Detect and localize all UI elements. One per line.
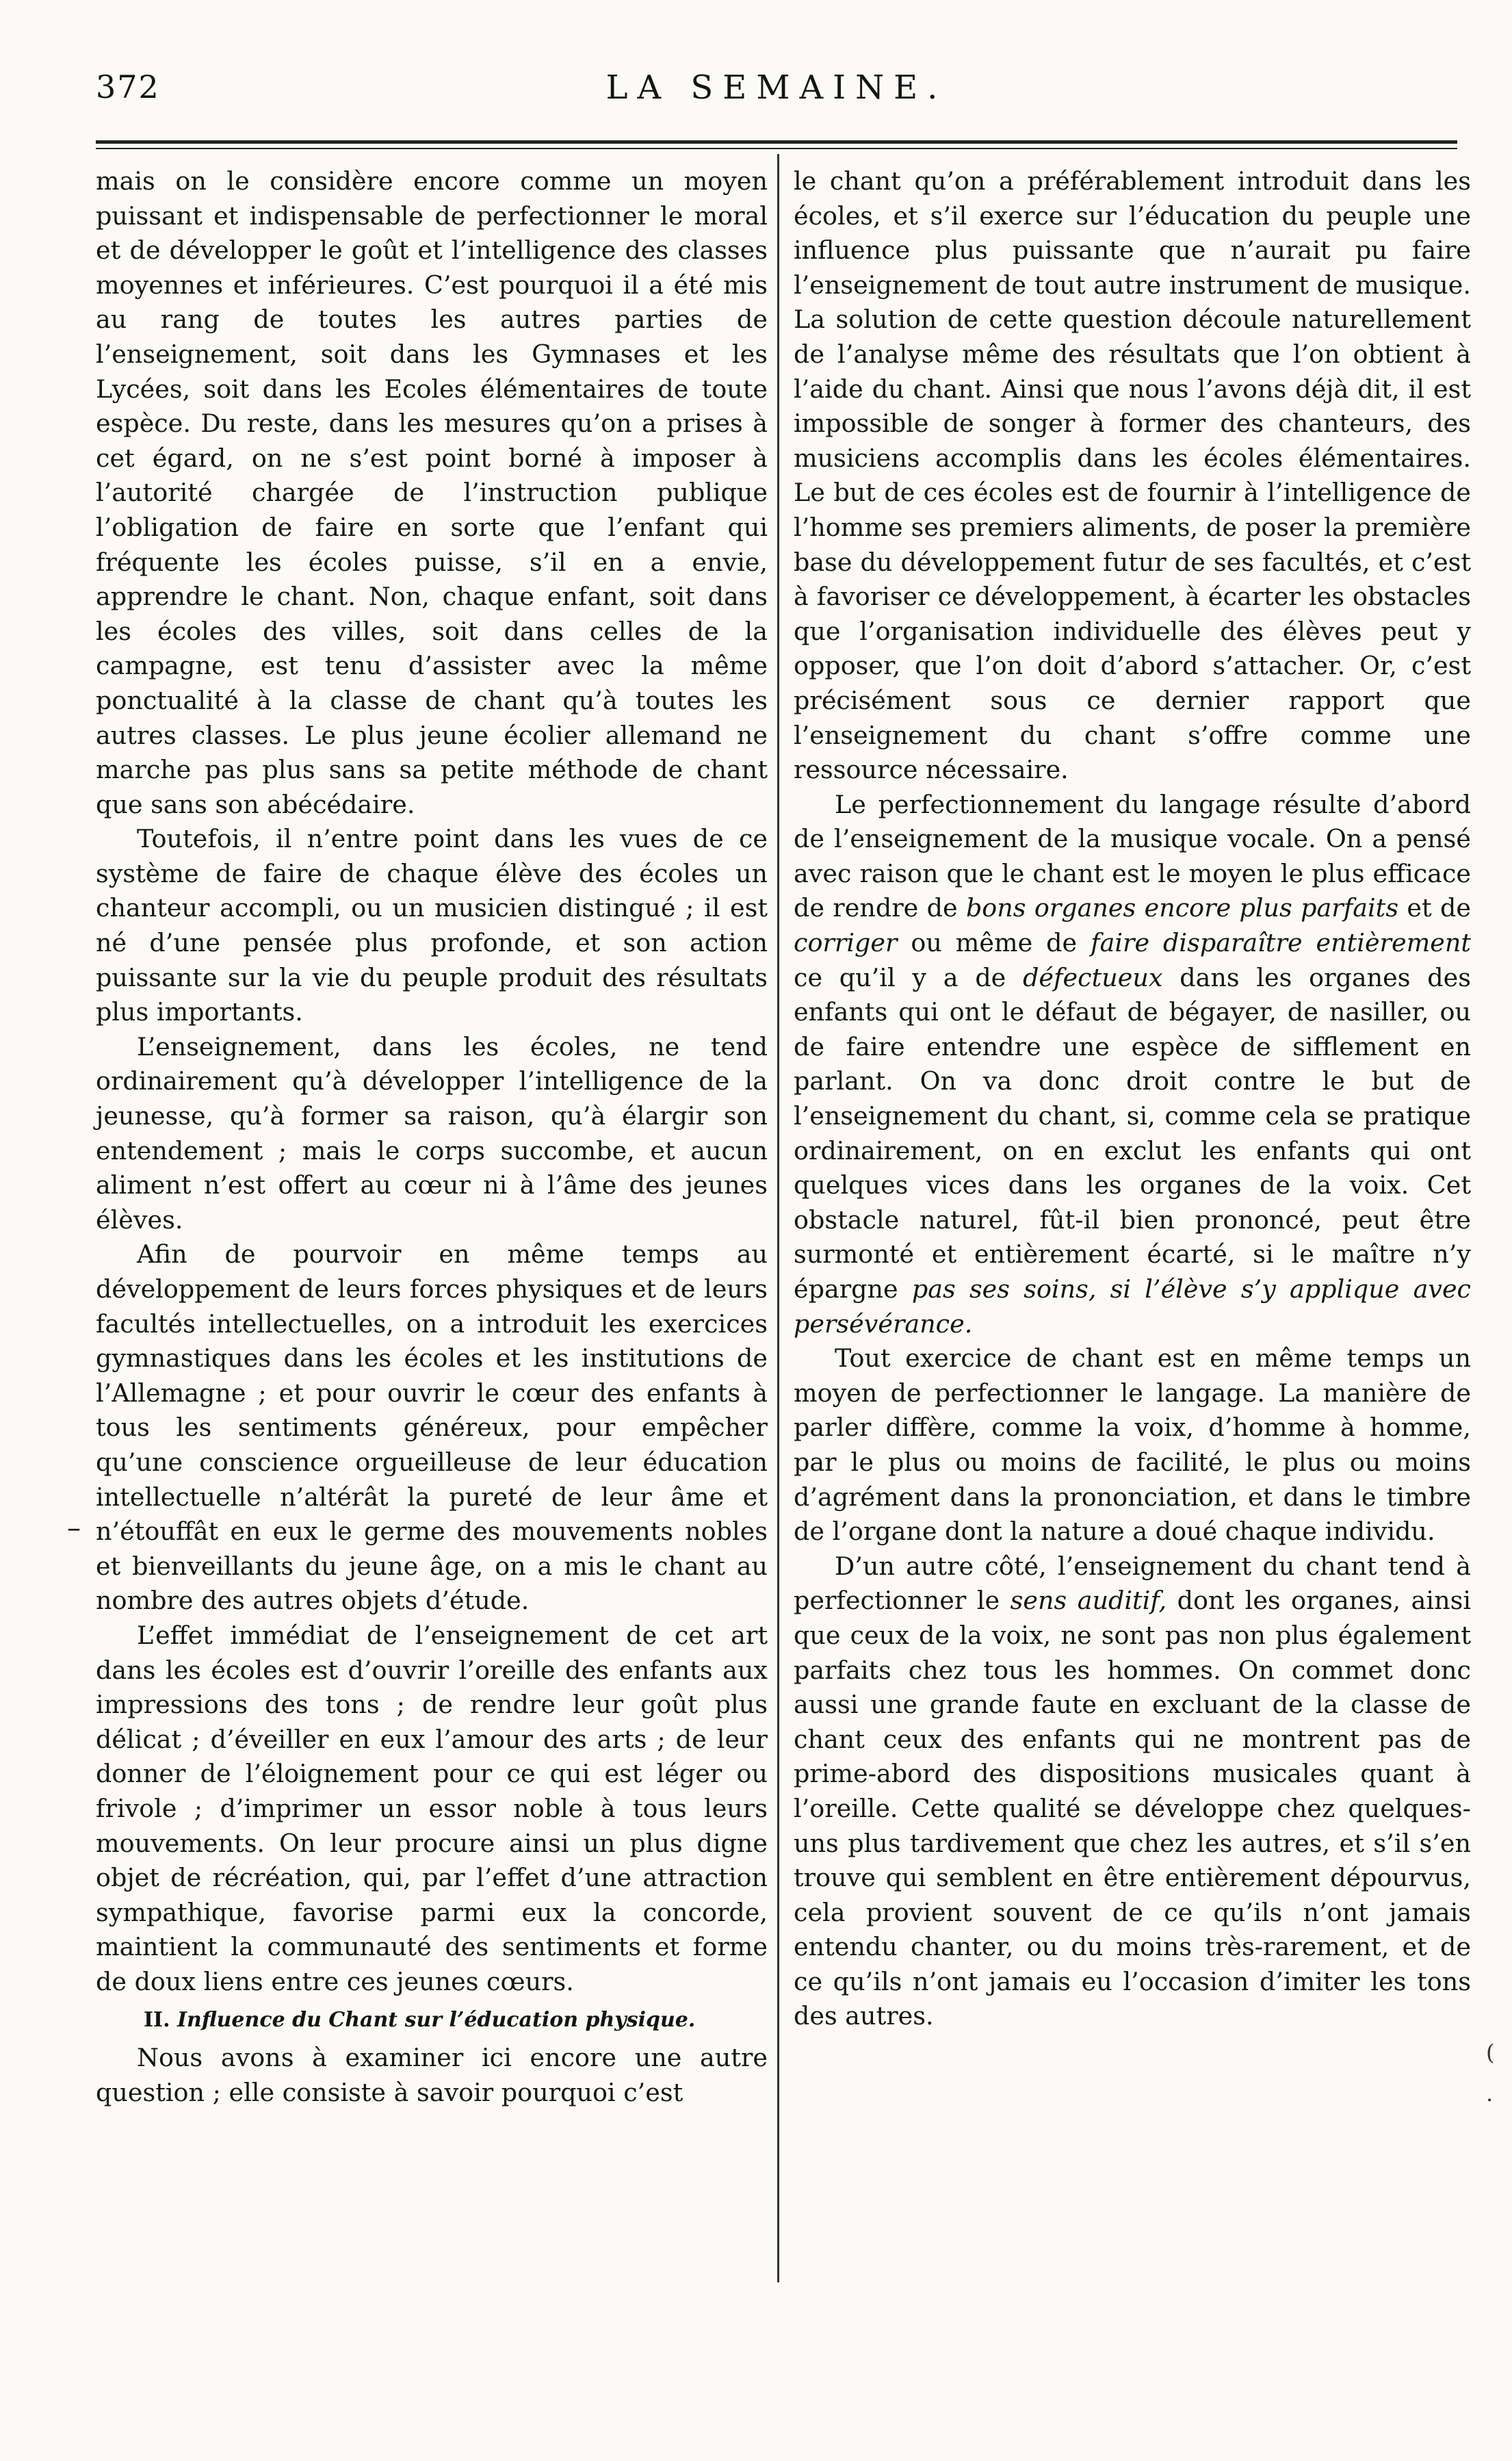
section-title: Influence du Chant sur l’éducation physique. <box>177 2008 696 2033</box>
page-number: 372 <box>96 68 160 105</box>
paragraph: Afin de pourvoir en même temps au développement de leurs forces physiques et de leurs facultés intellectuelles, on a introduit les exercices gymnastiques dans les écoles et les institutions de l’Allemagne ; et pour ouvrir le cœur des enfants à tous les sentiments généreux, pour empêcher qu’une conscience orgueilleuse de leur éducation intellectuelle n’altérât la pureté de leur âme et n’étouffât en eux le germe des mouvements nobles et bienveillants du jeune âge, on a mis le chant au nombre des autres objets d’étude. <box>96 1239 768 1616</box>
italic-run: faire disparaître entièrement <box>1091 928 1471 958</box>
text-run: ce qu’il y a de <box>794 962 1024 992</box>
italic-run: bons organes encore plus parfaits <box>965 893 1399 923</box>
running-title: LA SEMAINE. <box>605 68 948 107</box>
italic-run: corriger <box>794 928 898 958</box>
left-column <box>96 164 768 2110</box>
paragraph: L’effet immédiat de l’enseignement de cet art dans les écoles est d’ouvrir l’oreille des enfants aux impressions des tons ; de rendre leur goût plus délicat ; d’éveiller en eux l’amour des arts ; de leur donner de l’éloignement pour ce qui est léger ou frivole ; d’imprimer un essor noble à tous leurs mouvements. On leur procure ainsi un plus digne objet de récréation, qui, par l’effet d’une attraction sympathique, favorise parmi eux la concorde, maintient la communauté des sentiments et forme de doux liens entre ces jeunes cœurs. <box>96 1620 768 1996</box>
text-run: et de <box>1398 893 1471 923</box>
text-run: dans les organes des enfants qui ont le défaut de bégayer, de nasiller, ou de faire entendre une espèce de sifflement en parlant. On va donc droit contre le but de l’enseignement du chant, si, comme cela se pratique ordinairement, on en exclut les enfants qui ont quelques vices dans les organes de la voix. Cet obstacle naturel, fût-il bien prononcé, peut être surmonté et entièrement écarté, si le maître n’y épargne <box>794 962 1471 1304</box>
italic-run: sens auditif, <box>1010 1586 1167 1616</box>
margin-dash-mark: – <box>67 1512 81 1544</box>
paragraph: le chant qu’on a préférablement introduit dans les écoles, et s’il exerce sur l’éducation du peuple une influence plus puissante que n’aurait pu faire l’enseignement de tout autre instrument de musique. La solution de cette question découle naturellement de l’analyse même des résultats que l’on obtient à l’aide du chant. Ainsi que nous l’avons déjà dit, il est impossible de songer à former des chanteurs, des musiciens accomplis dans les écoles élémentaires. Le but de ces écoles est de fournir à l’intelligence de l’homme ses premiers aliments, de poser la première base du développement futur de ses facultés, et c’est à favoriser ce développement, à écarter les obstacles que l’organisation individuelle des élèves peut y opposer, que l’on doit d’abord s’attacher. Or, c’est précisément sous ce dernier rapport que l’enseignement du chant s’offre comme une ressource nécessaire. <box>794 166 1471 785</box>
header-rule-thin <box>96 148 1457 149</box>
section-heading <box>96 2003 768 2038</box>
paragraph: Tout exercice de chant est en même temps un moyen de perfectionner le langage. La manière de parler diffère, comme la voix, d’homme à homme, par le plus ou moins de facilité, le plus ou moins d’agrément dans la prononciation, et dans le timbre de l’organe dont la nature a doué chaque individu. <box>794 1343 1471 1547</box>
column-divider <box>777 154 779 2282</box>
paragraph <box>794 788 1471 1342</box>
paragraph: Nous avons à examiner ici encore une autre question ; elle consiste à savoir pourquoi c’est <box>96 2043 768 2107</box>
italic-run: pas ses soins, si l’élève s’y applique avec persévérance. <box>794 1274 1472 1339</box>
text-run: ou même de <box>897 928 1091 958</box>
paragraph: L’enseignement, dans les écoles, ne tend ordinairement qu’à développer l’intelligence de la jeunesse, qu’à former sa raison, qu’à élargir son entendement ; mais le corps succombe, et aucun aliment n’est offert au cœur ni à l’âme des jeunes élèves. <box>96 1031 768 1235</box>
paragraph: Toutefois, il n’entre point dans les vues de ce système de faire de chaque élève des écoles un chanteur accompli, ou un musicien distingué ; il est né d’une pensée plus profonde, et son action puissante sur la vie du peuple produit des résultats plus importants. <box>96 824 768 1027</box>
text-run: Le perfectionnement du langage résulte d’abord de l’enseignement de la musique vocale. On a pensé avec raison que le chant est le moyen le plus efficace de rendre de <box>794 789 1471 923</box>
paragraph <box>794 1549 1471 2034</box>
header-rule-thick <box>96 140 1457 144</box>
section-number: II. <box>144 2008 170 2033</box>
italic-run: défectueux <box>1023 962 1163 992</box>
paragraph: mais on le considère encore comme un moyen puissant et indispensable de perfectionner le moral et de développer le goût et l’intelligence des classes moyennes et inférieures. C’est pourquoi il a été mis au rang de toutes les autres parties de l’enseignement, soit dans les Gymnases et les Lycées, soit dans les Ecoles élémentaires de toute espèce. Du reste, dans les mesures qu’on a prises à cet égard, on ne s’est point borné à imposer à l’autorité chargée de l’instruction publique l’obligation de faire en sorte que l’enfant qui fréquente les écoles puisse, s’il en a envie, apprendre le chant. Non, chaque enfant, soit dans les écoles des villes, soit dans celles de la campagne, est tenu d’assister avec la même ponctualité à la classe de chant qu’à toutes les autres classes. Le plus jeune écolier allemand ne marche pas plus sans sa petite méthode de chant que sans son abécédaire. <box>96 166 768 819</box>
right-column <box>794 164 1471 2034</box>
text-run: D’un autre côté, l’enseignement du chant tend à perfectionner le <box>794 1551 1471 1616</box>
margin-edge-mark: . <box>1486 2080 1494 2106</box>
margin-edge-mark: ( <box>1486 2039 1495 2065</box>
text-run: dont les organes, ainsi que ceux de la voix, ne sont pas non plus également parfaits chez tous les hommes. On commet donc aussi une grande faute en excluant de la classe de chant ceux des enfants qui ne montrent pas de prime-abord des dispositions musicales quant à l’oreille. Cette qualité se développe chez quelques-uns plus tardivement que chez les autres, et s’il s’en trouve qui semblent en être entièrement dépourvus, cela provient souvent de ce qu’ils n’ont jamais entendu chanter, ou du moins très-rarement, et de ce qu’ils n’ont jamais eu l’occasion d’imiter les tons des autres. <box>794 1586 1471 2031</box>
page-header <box>96 68 1457 130</box>
